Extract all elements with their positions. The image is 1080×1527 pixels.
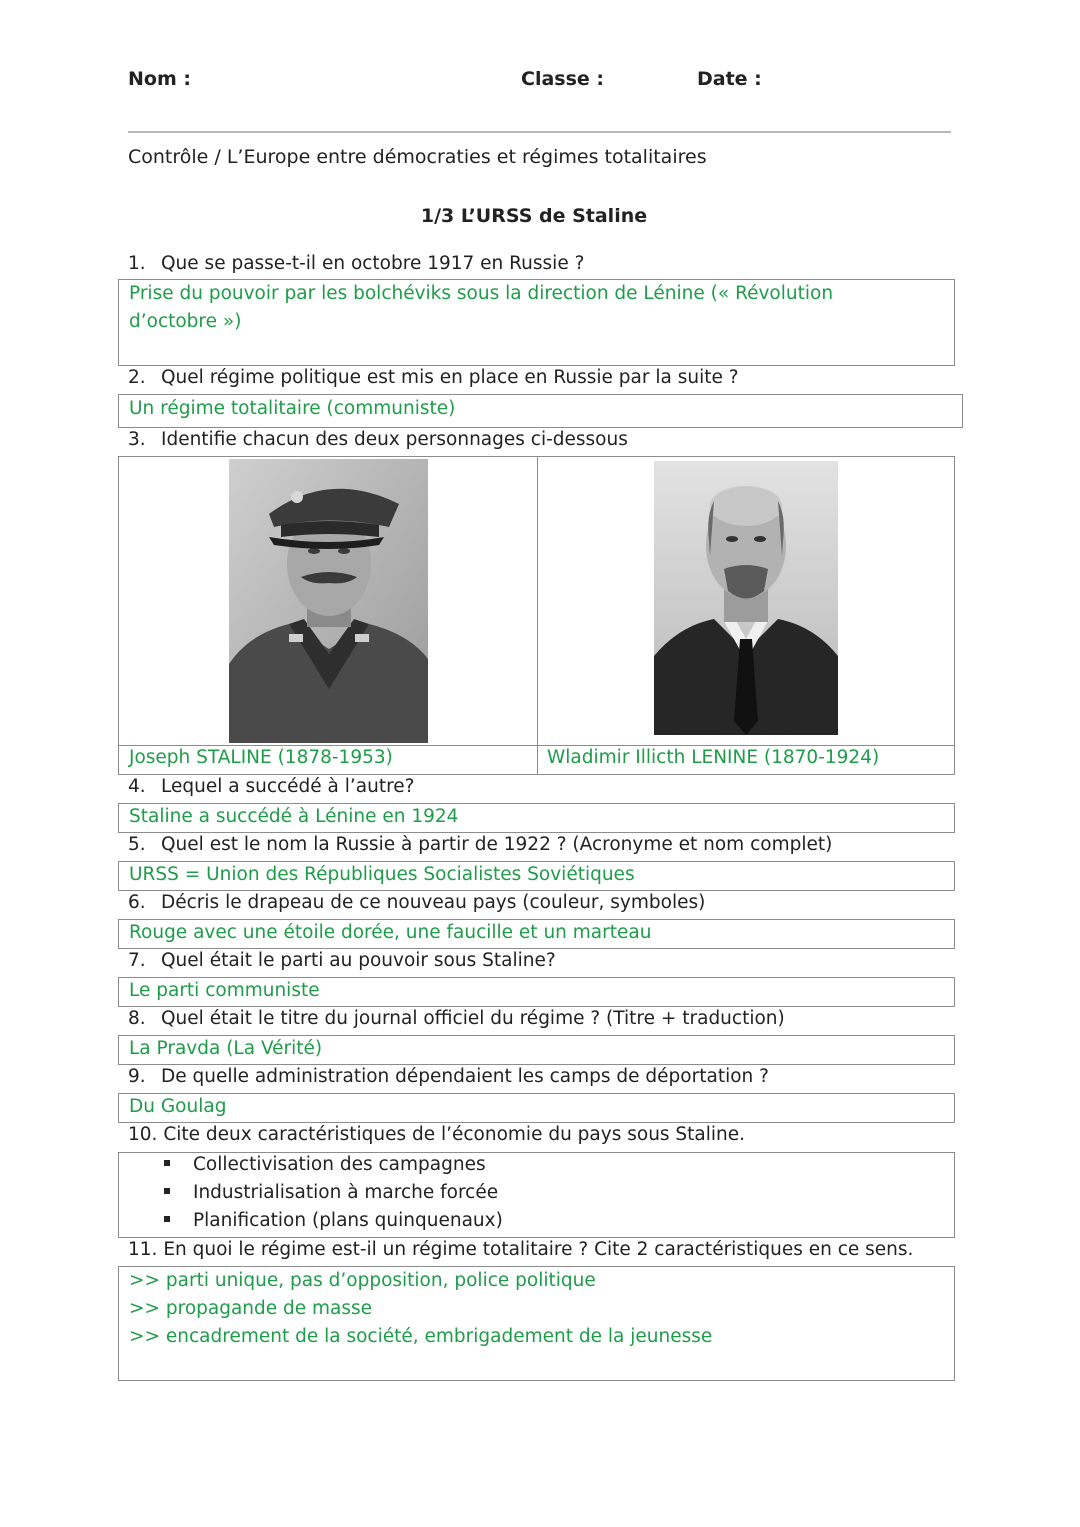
classe-label: Classe :	[521, 68, 604, 90]
answer-3-stalin: Joseph STALINE (1878-1953)	[129, 747, 393, 768]
stalin-portrait	[229, 459, 428, 743]
table-row-divider	[119, 745, 954, 746]
question-1: 1. Que se passe-t-il en octobre 1917 en Russie ?	[128, 253, 585, 274]
answer-box-7	[118, 977, 955, 1007]
bullet-item: Collectivisation des campagnes	[164, 1154, 486, 1175]
answer-4: Staline a succédé à Lénine en 1924	[129, 806, 459, 827]
question-11: 11. En quoi le régime est-il un régime totalitaire ? Cite 2 caractéristiques en ce sens.	[128, 1239, 914, 1260]
answer-box-5	[118, 861, 955, 891]
question-3: 3. Identifie chacun des deux personnages ci-dessous	[128, 429, 628, 450]
answer-box-10	[118, 1152, 955, 1238]
question-2: 2. Quel régime politique est mis en place en Russie par la suite ?	[128, 367, 739, 388]
answer-8: La Pravda (La Vérité)	[129, 1038, 323, 1059]
question-10: 10. Cite deux caractéristiques de l’économie du pays sous Staline.	[128, 1124, 746, 1145]
answer-3-lenin: Wladimir Illicth LENINE (1870-1924)	[547, 747, 880, 768]
answer-box-4	[118, 803, 955, 833]
lenin-portrait	[654, 461, 838, 735]
subject-line: Contrôle / L’Europe entre démocraties et régimes totalitaires	[128, 146, 707, 168]
section-title: 1/3 L’URSS de Staline	[420, 205, 648, 227]
question-7: 7. Quel était le parti au pouvoir sous Staline?	[128, 950, 556, 971]
answer-box-1	[118, 279, 955, 366]
answer-box-9	[118, 1093, 955, 1123]
answer-box-2	[118, 394, 963, 428]
question-5: 5. Quel est le nom la Russie à partir de 1922 ? (Acronyme et nom complet)	[128, 834, 833, 855]
bullet-item: Industrialisation à marche forcée	[164, 1182, 498, 1203]
answer-box-8	[118, 1035, 955, 1065]
question-8: 8. Quel était le titre du journal officiel du régime ? (Titre + traduction)	[128, 1008, 785, 1029]
answer-11: >> parti unique, pas d’opposition, police politique >> propagande de masse >> encadrement de la société, embrigadement de la jeunesse	[129, 1270, 713, 1347]
answer-9: Du Goulag	[129, 1096, 227, 1117]
question-4: 4. Lequel a succédé à l’autre?	[128, 776, 415, 797]
answer-box-11	[118, 1266, 955, 1381]
answer-box-6	[118, 919, 955, 949]
bullet-item: Planification (plans quinquenaux)	[164, 1210, 503, 1231]
answer-6: Rouge avec une étoile dorée, une faucille et un marteau	[129, 922, 652, 943]
portraits-table	[118, 456, 955, 775]
answer-1: Prise du pouvoir par les bolchéviks sous la direction de Lénine (« Révolution d’octobre »)	[129, 283, 834, 332]
nom-label: Nom :	[128, 68, 191, 90]
table-column-divider	[537, 457, 538, 774]
header-divider	[128, 131, 951, 133]
answer-7: Le parti communiste	[129, 980, 320, 1001]
question-6: 6. Décris le drapeau de ce nouveau pays (couleur, symboles)	[128, 892, 706, 913]
answer-5: URSS = Union des Républiques Socialistes Soviétiques	[129, 864, 635, 885]
question-9: 9. De quelle administration dépendaient les camps de déportation ?	[128, 1066, 769, 1087]
answer-2: Un régime totalitaire (communiste)	[129, 398, 456, 419]
date-label: Date :	[697, 68, 762, 90]
